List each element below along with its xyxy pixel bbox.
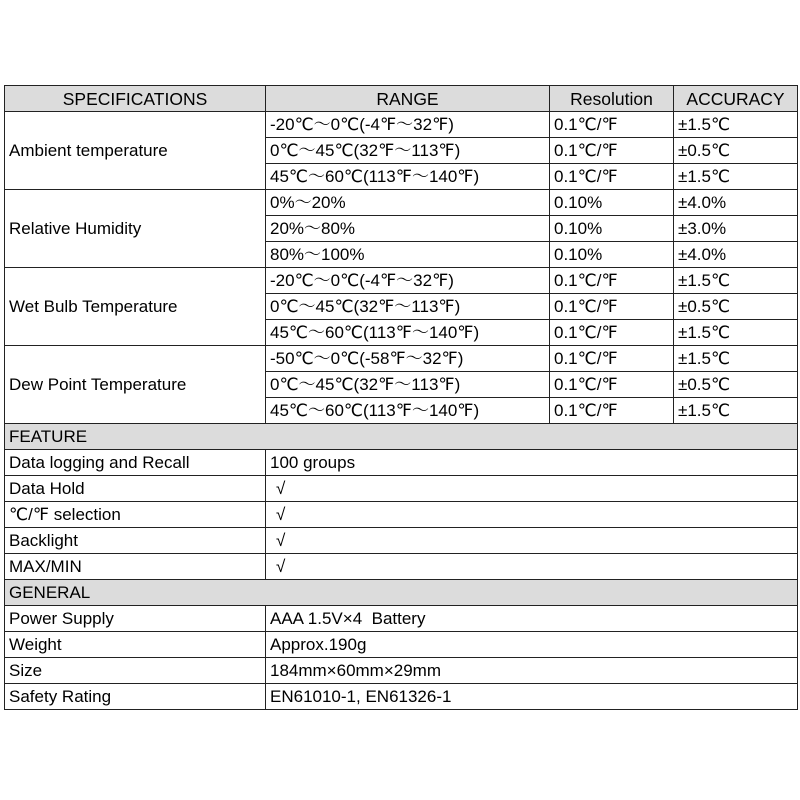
header-range: RANGE <box>266 86 550 112</box>
resolution-cell: 0.1℃/℉ <box>550 294 674 320</box>
resolution-cell: 0.10% <box>550 190 674 216</box>
accuracy-cell: ±1.5℃ <box>674 164 798 190</box>
feature-title: FEATURE <box>5 424 798 450</box>
general-label: Power Supply <box>5 606 266 632</box>
general-section-header <box>5 580 798 606</box>
header-row <box>5 86 798 112</box>
range-cell: 0℃～45℃(32℉～113℉) <box>266 372 550 398</box>
resolution-cell: 0.1℃/℉ <box>550 398 674 424</box>
resolution-cell: 0.1℃/℉ <box>550 138 674 164</box>
resolution-cell: 0.1℃/℉ <box>550 346 674 372</box>
feature-row <box>5 554 798 580</box>
accuracy-cell: ±1.5℃ <box>674 346 798 372</box>
range-cell: 0℃～45℃(32℉～113℉) <box>266 138 550 164</box>
general-row <box>5 632 798 658</box>
parameter-name: Wet Bulb Temperature <box>5 268 266 346</box>
accuracy-cell: ±4.0% <box>674 190 798 216</box>
check-mark: √ <box>266 528 798 554</box>
range-cell: 45℃～60℃(113℉～140℉) <box>266 320 550 346</box>
feature-row <box>5 502 798 528</box>
general-value: EN61010-1, EN61326-1 <box>266 684 798 710</box>
check-mark: √ <box>266 554 798 580</box>
feature-row <box>5 450 798 476</box>
specifications-table <box>4 85 798 710</box>
general-title: GENERAL <box>5 580 798 606</box>
resolution-cell: 0.10% <box>550 242 674 268</box>
general-label: Size <box>5 658 266 684</box>
general-value: 184mm×60mm×29mm <box>266 658 798 684</box>
accuracy-cell: ±1.5℃ <box>674 268 798 294</box>
general-value: AAA 1.5V×4 Battery <box>266 606 798 632</box>
range-cell: 45℃～60℃(113℉～140℉) <box>266 164 550 190</box>
general-row <box>5 606 798 632</box>
feature-section-header <box>5 424 798 450</box>
range-cell: 80%～100% <box>266 242 550 268</box>
spec-row <box>5 268 798 294</box>
header-resolution: Resolution <box>550 86 674 112</box>
accuracy-cell: ±3.0% <box>674 216 798 242</box>
general-row <box>5 658 798 684</box>
accuracy-cell: ±4.0% <box>674 242 798 268</box>
general-row <box>5 684 798 710</box>
feature-label: Data logging and Recall <box>5 450 266 476</box>
header-specifications: SPECIFICATIONS <box>5 86 266 112</box>
range-cell: -20℃～0℃(-4℉～32℉) <box>266 268 550 294</box>
parameter-name: Dew Point Temperature <box>5 346 266 424</box>
spec-row <box>5 190 798 216</box>
resolution-cell: 0.1℃/℉ <box>550 320 674 346</box>
check-mark: √ <box>266 502 798 528</box>
general-label: Safety Rating <box>5 684 266 710</box>
feature-value: 100 groups <box>266 450 798 476</box>
range-cell: 20%～80% <box>266 216 550 242</box>
header-accuracy: ACCURACY <box>674 86 798 112</box>
parameter-name: Ambient temperature <box>5 112 266 190</box>
resolution-cell: 0.1℃/℉ <box>550 112 674 138</box>
resolution-cell: 0.1℃/℉ <box>550 164 674 190</box>
accuracy-cell: ±0.5℃ <box>674 138 798 164</box>
accuracy-cell: ±0.5℃ <box>674 294 798 320</box>
resolution-cell: 0.1℃/℉ <box>550 372 674 398</box>
accuracy-cell: ±0.5℃ <box>674 372 798 398</box>
accuracy-cell: ±1.5℃ <box>674 320 798 346</box>
resolution-cell: 0.1℃/℉ <box>550 268 674 294</box>
range-cell: -50℃～0℃(-58℉～32℉) <box>266 346 550 372</box>
feature-label: MAX/MIN <box>5 554 266 580</box>
accuracy-cell: ±1.5℃ <box>674 398 798 424</box>
general-value: Approx.190g <box>266 632 798 658</box>
feature-label: ℃/℉ selection <box>5 502 266 528</box>
check-mark: √ <box>266 476 798 502</box>
specifications-body <box>5 112 798 710</box>
general-label: Weight <box>5 632 266 658</box>
feature-label: Backlight <box>5 528 266 554</box>
range-cell: 0%～20% <box>266 190 550 216</box>
parameter-name: Relative Humidity <box>5 190 266 268</box>
feature-row <box>5 476 798 502</box>
accuracy-cell: ±1.5℃ <box>674 112 798 138</box>
range-cell: 0℃～45℃(32℉～113℉) <box>266 294 550 320</box>
range-cell: -20℃～0℃(-4℉～32℉) <box>266 112 550 138</box>
range-cell: 45℃～60℃(113℉～140℉) <box>266 398 550 424</box>
feature-row <box>5 528 798 554</box>
resolution-cell: 0.10% <box>550 216 674 242</box>
feature-label: Data Hold <box>5 476 266 502</box>
spec-row <box>5 346 798 372</box>
spec-row <box>5 112 798 138</box>
